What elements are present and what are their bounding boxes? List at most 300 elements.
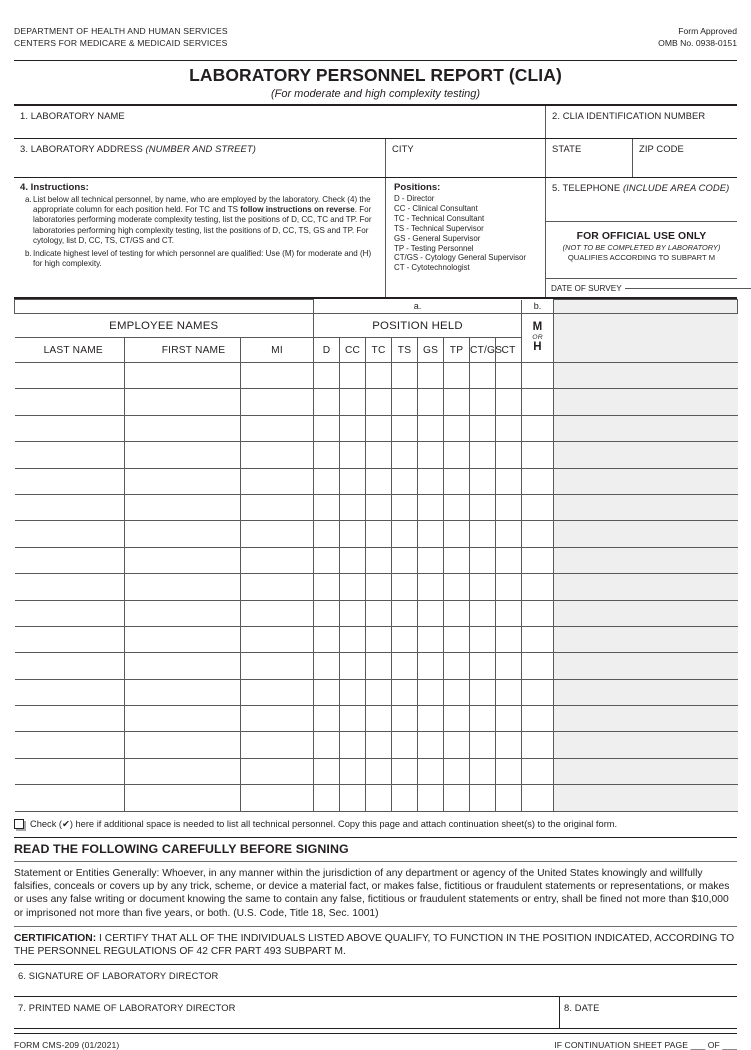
table-cell[interactable]	[392, 706, 418, 732]
table-cell[interactable]	[392, 363, 418, 389]
table-cell[interactable]	[444, 442, 470, 468]
table-cell[interactable]	[340, 758, 366, 784]
table-cell[interactable]	[418, 442, 444, 468]
table-cell[interactable]	[496, 600, 522, 626]
table-cell[interactable]	[125, 574, 241, 600]
positions-title: Positions:	[394, 182, 441, 193]
table-cell[interactable]	[340, 600, 366, 626]
table-cell[interactable]	[444, 653, 470, 679]
table-cell[interactable]	[522, 363, 554, 389]
table-cell[interactable]	[418, 547, 444, 573]
table-cell[interactable]	[15, 389, 125, 415]
date-of-survey-label: DATE OF SURVEY	[551, 284, 622, 293]
table-cell[interactable]	[522, 785, 554, 811]
table-cell[interactable]	[418, 706, 444, 732]
table-cell[interactable]	[392, 442, 418, 468]
table-row	[15, 442, 738, 468]
zip-label: ZIP CODE	[639, 143, 684, 154]
official-shade-cell	[554, 442, 738, 468]
table-cell[interactable]	[418, 494, 444, 520]
table-cell[interactable]	[392, 574, 418, 600]
table-cell[interactable]	[392, 653, 418, 679]
official-shade-cell	[554, 626, 738, 652]
table-cell[interactable]	[522, 415, 554, 441]
table-cell[interactable]	[241, 732, 314, 758]
table-cell[interactable]	[366, 785, 392, 811]
level-h: H	[533, 341, 542, 354]
table-cell[interactable]	[241, 363, 314, 389]
personnel-table-body	[15, 363, 738, 812]
table-cell[interactable]	[340, 732, 366, 758]
table-cell[interactable]	[392, 679, 418, 705]
table-cell[interactable]	[15, 521, 125, 547]
continuation-note-text: Check (✔) here if additional space is needed to list all technical personnel. Copy this page and attach continuation sheet(s) to the original form.	[30, 818, 618, 829]
table-cell[interactable]	[15, 415, 125, 441]
table-cell[interactable]	[340, 468, 366, 494]
table-cell[interactable]	[15, 758, 125, 784]
table-cell[interactable]	[314, 679, 340, 705]
table-cell[interactable]	[470, 494, 496, 520]
official-shade-cell	[554, 785, 738, 811]
table-cell[interactable]	[444, 706, 470, 732]
table-cell[interactable]	[470, 679, 496, 705]
table-cell[interactable]	[496, 442, 522, 468]
table-cell[interactable]	[314, 494, 340, 520]
column-mi: MI	[241, 338, 314, 363]
table-cell[interactable]	[522, 758, 554, 784]
table-cell[interactable]	[241, 494, 314, 520]
continuation-note	[14, 812, 737, 837]
table-cell[interactable]	[125, 706, 241, 732]
telephone-field[interactable]	[546, 178, 737, 222]
table-cell[interactable]	[125, 785, 241, 811]
table-cell[interactable]	[366, 600, 392, 626]
title-band	[14, 61, 737, 104]
table-cell[interactable]	[15, 626, 125, 652]
footer	[14, 1034, 737, 1050]
personnel-table	[14, 299, 738, 812]
table-cell[interactable]	[125, 415, 241, 441]
table-cell[interactable]	[340, 415, 366, 441]
instructions-title: 4. Instructions:	[20, 182, 89, 193]
marker-blank	[15, 300, 314, 314]
table-row	[15, 415, 738, 441]
level-or: OR	[532, 333, 543, 341]
marker-a: a.	[314, 300, 522, 314]
column-gs: GS	[418, 338, 444, 363]
table-cell[interactable]	[470, 600, 496, 626]
table-cell[interactable]	[241, 679, 314, 705]
table-cell[interactable]	[470, 468, 496, 494]
lab-name-label: 1. LABORATORY NAME	[20, 110, 125, 121]
form-id: FORM CMS-209 (01/2021)	[14, 1040, 120, 1050]
official-use-column	[545, 178, 737, 297]
table-cell[interactable]	[241, 389, 314, 415]
agency-line-2: CENTERS FOR MEDICARE & MEDICAID SERVICES	[14, 37, 228, 48]
table-cell[interactable]	[418, 468, 444, 494]
table-row	[15, 653, 738, 679]
official-shade-cell	[554, 468, 738, 494]
table-cell[interactable]	[340, 626, 366, 652]
table-cell[interactable]	[522, 679, 554, 705]
column-first-name: FIRST NAME	[125, 338, 241, 363]
table-cell[interactable]	[125, 547, 241, 573]
legal-statement: Statement or Entities Generally: Whoever, in any manner within the jurisdiction of any department or agency of the United States knowingly and willfully falsifies, conceals or covers up by any trick, scheme, or device a material fact, or makes false, fictitious or fraudulent statements or representations, or makes or uses any false writing or document knowing the same to contain any false, fictitious or fraudulent statements or entry, shall be fined not more than $10,000 or imprisoned not more than five years, or both. (U.S. Code, Title 18, Sec. 1001)	[14, 867, 730, 919]
instruction-marker-a: a.	[25, 195, 32, 204]
official-shade-cell	[554, 706, 738, 732]
table-cell[interactable]	[522, 547, 554, 573]
table-cell[interactable]	[314, 626, 340, 652]
table-cell[interactable]	[496, 521, 522, 547]
table-cell[interactable]	[496, 679, 522, 705]
table-cell[interactable]	[15, 574, 125, 600]
continuation-checkbox[interactable]	[14, 819, 24, 829]
table-cell[interactable]	[366, 442, 392, 468]
table-cell[interactable]	[392, 415, 418, 441]
table-cell[interactable]	[15, 653, 125, 679]
level-m: M	[532, 321, 543, 334]
table-cell[interactable]	[340, 363, 366, 389]
official-shade-cell	[554, 679, 738, 705]
table-cell[interactable]	[314, 732, 340, 758]
lab-name-field[interactable]	[14, 106, 385, 138]
table-cell[interactable]	[522, 706, 554, 732]
column-tc: TC	[366, 338, 392, 363]
table-cell[interactable]	[366, 547, 392, 573]
table-cell[interactable]	[366, 494, 392, 520]
table-cell[interactable]	[340, 389, 366, 415]
instruction-item-a	[20, 195, 379, 249]
table-cell[interactable]	[392, 547, 418, 573]
instruction-text-b: Indicate highest level of testing for which personnel are qualified: Use (M) for moderate and (H) for high complexity.	[33, 249, 372, 269]
table-cell[interactable]	[314, 706, 340, 732]
table-cell[interactable]	[470, 758, 496, 784]
table-cell[interactable]	[125, 653, 241, 679]
table-cell[interactable]	[470, 785, 496, 811]
table-cell[interactable]	[470, 626, 496, 652]
table-cell[interactable]	[496, 415, 522, 441]
table-cell[interactable]	[496, 574, 522, 600]
page-title: LABORATORY PERSONNEL REPORT (CLIA)	[189, 65, 562, 85]
table-cell[interactable]	[418, 600, 444, 626]
table-cell[interactable]	[444, 363, 470, 389]
table-cell[interactable]	[314, 574, 340, 600]
table-cell[interactable]	[314, 758, 340, 784]
table-cell[interactable]	[125, 521, 241, 547]
table-cell[interactable]	[522, 468, 554, 494]
table-cell[interactable]	[366, 521, 392, 547]
table-cell[interactable]	[366, 653, 392, 679]
official-shade-cell	[554, 494, 738, 520]
table-cell[interactable]	[392, 521, 418, 547]
table-cell[interactable]	[392, 494, 418, 520]
table-cell[interactable]	[444, 679, 470, 705]
official-shade-cell	[554, 300, 738, 314]
table-cell[interactable]	[241, 521, 314, 547]
table-cell[interactable]	[444, 389, 470, 415]
table-cell[interactable]	[522, 574, 554, 600]
table-cell[interactable]	[418, 574, 444, 600]
table-cell[interactable]	[340, 679, 366, 705]
certification-text: I CERTIFY THAT ALL OF THE INDIVIDUALS LISTED ABOVE QUALIFY, TO FUNCTION IN THE POSITION INDICATED, ACCORDING TO THE PERSONNEL REGULATIONS OF 42 CFR PART 493 SUBPART M.	[14, 932, 735, 958]
table-cell[interactable]	[125, 626, 241, 652]
table-cell[interactable]	[314, 415, 340, 441]
table-marker-row	[15, 300, 738, 314]
table-cell[interactable]	[314, 521, 340, 547]
column-cc: CC	[340, 338, 366, 363]
table-cell[interactable]	[470, 415, 496, 441]
table-cell[interactable]	[392, 732, 418, 758]
header-field-grid	[14, 104, 737, 299]
lab-address-field[interactable]	[14, 139, 385, 177]
lab-name-field-ext[interactable]	[385, 106, 545, 138]
table-cell[interactable]	[314, 468, 340, 494]
table-cell[interactable]	[366, 679, 392, 705]
table-cell[interactable]	[314, 785, 340, 811]
table-row	[15, 468, 738, 494]
date-label: 8. DATE	[564, 1002, 600, 1014]
table-cell[interactable]	[340, 785, 366, 811]
table-cell[interactable]	[366, 415, 392, 441]
table-cell[interactable]	[15, 600, 125, 626]
table-cell[interactable]	[470, 547, 496, 573]
table-cell[interactable]	[125, 468, 241, 494]
table-cell[interactable]	[125, 679, 241, 705]
official-shade-cell	[554, 600, 738, 626]
table-row	[15, 363, 738, 389]
table-cell[interactable]	[241, 706, 314, 732]
signature-label: 6. SIGNATURE OF LABORATORY DIRECTOR	[18, 970, 219, 982]
table-cell[interactable]	[522, 653, 554, 679]
header-row-3	[14, 178, 737, 299]
table-cell[interactable]	[522, 442, 554, 468]
table-cell[interactable]	[392, 468, 418, 494]
table-cell[interactable]	[314, 363, 340, 389]
official-shade-cell	[554, 389, 738, 415]
official-shade-cell	[554, 363, 738, 389]
table-cell[interactable]	[496, 547, 522, 573]
table-cell[interactable]	[444, 732, 470, 758]
table-cell[interactable]	[522, 626, 554, 652]
table-cell[interactable]	[496, 706, 522, 732]
position-legend-item: CT - Cytotechnologist	[394, 263, 470, 273]
table-cell[interactable]	[418, 389, 444, 415]
table-cell[interactable]	[241, 626, 314, 652]
table-cell[interactable]	[496, 732, 522, 758]
table-row	[15, 626, 738, 652]
table-cell[interactable]	[366, 574, 392, 600]
table-cell[interactable]	[340, 521, 366, 547]
table-cell[interactable]	[125, 389, 241, 415]
instructions-block	[14, 178, 385, 297]
official-shade-cell	[554, 758, 738, 784]
table-cell[interactable]	[496, 785, 522, 811]
table-cell[interactable]	[444, 494, 470, 520]
zip-field[interactable]	[632, 139, 737, 177]
column-ctgs: CT/GS	[470, 338, 496, 363]
table-cell[interactable]	[314, 442, 340, 468]
state-field[interactable]	[545, 139, 632, 177]
table-cell[interactable]	[470, 363, 496, 389]
table-cell[interactable]	[418, 758, 444, 784]
table-cell[interactable]	[15, 363, 125, 389]
table-cell[interactable]	[496, 494, 522, 520]
date-of-survey-field[interactable]	[546, 279, 737, 297]
table-cell[interactable]	[366, 626, 392, 652]
table-cell[interactable]	[15, 468, 125, 494]
table-cell[interactable]	[444, 626, 470, 652]
table-cell[interactable]	[241, 442, 314, 468]
table-cell[interactable]	[444, 521, 470, 547]
agency-block	[14, 26, 737, 49]
table-cell[interactable]	[522, 600, 554, 626]
table-cell[interactable]	[470, 653, 496, 679]
table-cell[interactable]	[125, 732, 241, 758]
table-cell[interactable]	[470, 574, 496, 600]
table-cell[interactable]	[241, 758, 314, 784]
position-legend-item: TS - Technical Supervisor	[394, 223, 484, 233]
table-cell[interactable]	[314, 600, 340, 626]
table-cell[interactable]	[125, 758, 241, 784]
table-cell[interactable]	[125, 442, 241, 468]
table-cell[interactable]	[125, 600, 241, 626]
header-row-2	[14, 139, 737, 178]
table-cell[interactable]	[496, 468, 522, 494]
table-cell[interactable]	[314, 547, 340, 573]
table-cell[interactable]	[340, 574, 366, 600]
table-cell[interactable]	[470, 389, 496, 415]
table-cell[interactable]	[15, 494, 125, 520]
position-legend-item: TP - Testing Personnel	[394, 243, 474, 253]
table-cell[interactable]	[470, 706, 496, 732]
table-cell[interactable]	[340, 653, 366, 679]
table-cell[interactable]	[392, 389, 418, 415]
clia-number-field[interactable]	[545, 106, 737, 138]
position-legend-item: TC - Technical Consultant	[394, 213, 485, 223]
table-cell[interactable]	[418, 679, 444, 705]
official-use-subpart: QUALIFIES ACCORDING TO SUBPART M	[567, 253, 716, 262]
table-cell[interactable]	[496, 653, 522, 679]
table-cell[interactable]	[366, 363, 392, 389]
table-cell[interactable]	[366, 468, 392, 494]
table-cell[interactable]	[444, 547, 470, 573]
masthead	[14, 0, 737, 60]
table-cell[interactable]	[418, 415, 444, 441]
table-cell[interactable]	[522, 494, 554, 520]
table-cell[interactable]	[15, 732, 125, 758]
table-row	[15, 600, 738, 626]
table-row	[15, 785, 738, 811]
table-cell[interactable]	[392, 600, 418, 626]
group-employee-names: EMPLOYEE NAMES	[15, 314, 314, 338]
read-carefully-heading: READ THE FOLLOWING CAREFULLY BEFORE SIGNING	[14, 841, 349, 856]
table-cell[interactable]	[418, 653, 444, 679]
table-cell[interactable]	[522, 389, 554, 415]
table-cell[interactable]	[444, 785, 470, 811]
table-cell[interactable]	[470, 442, 496, 468]
table-cell[interactable]	[444, 758, 470, 784]
state-label: STATE	[552, 143, 582, 154]
official-use-note: (NOT TO BE COMPLETED BY LABORATORY)	[562, 243, 721, 252]
omb-block	[658, 26, 737, 49]
position-legend-item: GS - General Supervisor	[394, 233, 481, 243]
column-last-name: LAST NAME	[15, 338, 125, 363]
table-row	[15, 547, 738, 573]
table-cell[interactable]	[444, 468, 470, 494]
table-cell[interactable]	[444, 415, 470, 441]
table-cell[interactable]	[496, 389, 522, 415]
table-cell[interactable]	[418, 363, 444, 389]
table-cell[interactable]	[340, 706, 366, 732]
table-cell[interactable]	[496, 758, 522, 784]
table-cell[interactable]	[418, 785, 444, 811]
table-cell[interactable]	[340, 494, 366, 520]
table-cell[interactable]	[241, 468, 314, 494]
table-cell[interactable]	[15, 547, 125, 573]
table-cell[interactable]	[496, 626, 522, 652]
table-cell[interactable]	[444, 600, 470, 626]
table-cell[interactable]	[125, 363, 241, 389]
table-cell[interactable]	[366, 758, 392, 784]
table-cell[interactable]	[392, 626, 418, 652]
table-cell[interactable]	[366, 732, 392, 758]
table-cell[interactable]	[418, 521, 444, 547]
table-cell[interactable]	[470, 521, 496, 547]
table-cell[interactable]	[314, 389, 340, 415]
table-cell[interactable]	[366, 706, 392, 732]
header-row-1	[14, 106, 737, 139]
table-cell[interactable]	[444, 574, 470, 600]
table-cell[interactable]	[241, 547, 314, 573]
printed-name-label: 7. PRINTED NAME OF LABORATORY DIRECTOR	[18, 1002, 236, 1014]
table-cell[interactable]	[366, 389, 392, 415]
table-cell[interactable]	[15, 785, 125, 811]
telephone-label: 5. TELEPHONE (INCLUDE AREA CODE)	[552, 182, 730, 193]
table-cell[interactable]	[15, 442, 125, 468]
table-cell[interactable]	[241, 785, 314, 811]
table-cell[interactable]	[418, 732, 444, 758]
table-cell[interactable]	[241, 574, 314, 600]
form-approved-label: Form Approved	[678, 26, 737, 36]
table-cell[interactable]	[125, 494, 241, 520]
column-tp: TP	[444, 338, 470, 363]
city-field[interactable]	[385, 139, 545, 177]
table-cell[interactable]	[496, 363, 522, 389]
signature-field[interactable]	[14, 965, 737, 996]
table-cell[interactable]	[418, 626, 444, 652]
table-cell[interactable]	[522, 521, 554, 547]
table-cell[interactable]	[241, 415, 314, 441]
table-cell[interactable]	[392, 785, 418, 811]
official-use-box	[546, 222, 737, 279]
instruction-marker-b: b.	[25, 249, 32, 259]
table-cell[interactable]	[241, 600, 314, 626]
marker-b: b.	[522, 300, 554, 314]
table-cell[interactable]	[15, 679, 125, 705]
table-cell[interactable]	[241, 653, 314, 679]
instruction-item-b	[20, 249, 379, 272]
page-subtitle: (For moderate and high complexity testing)	[270, 88, 481, 100]
table-cell[interactable]	[470, 732, 496, 758]
table-cell[interactable]	[392, 758, 418, 784]
table-cell[interactable]	[522, 732, 554, 758]
table-cell[interactable]	[340, 547, 366, 573]
official-shade-cell	[554, 574, 738, 600]
table-cell[interactable]	[340, 442, 366, 468]
official-use-title: FOR OFFICIAL USE ONLY	[576, 231, 707, 242]
table-cell[interactable]	[314, 653, 340, 679]
table-cell[interactable]	[15, 706, 125, 732]
